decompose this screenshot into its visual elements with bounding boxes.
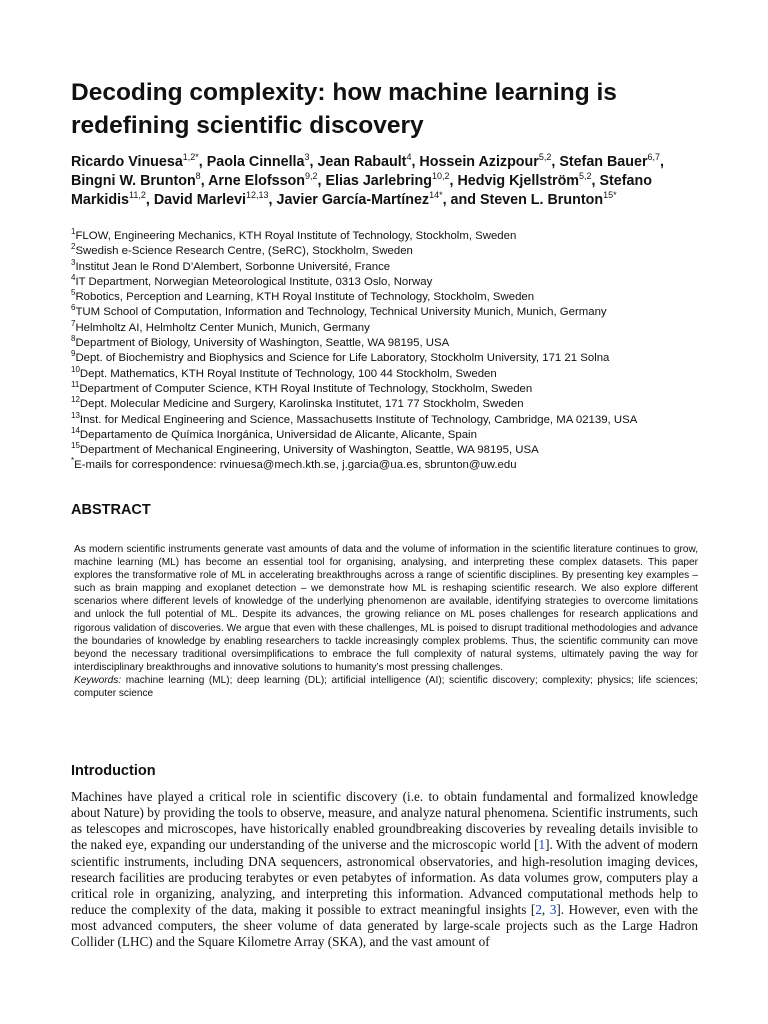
affiliation-text: Department of Mechanical Engineering, University of Washington, Seattle, WA 98195, USA [79,444,539,457]
author-separator: , [317,173,326,189]
author-name: Hossein Azizpour [419,154,539,170]
author-affiliation-marker: 6,7 [647,152,661,163]
affiliation-number: 3 [71,257,76,267]
affiliation-item [71,229,711,244]
introduction-body [71,789,698,951]
affiliation-text: TUM School of Computation, Information and Technology, Technical University Munich, Munich, Germany [75,306,607,319]
affiliation-number: 7 [71,318,76,328]
affiliation-item [71,275,711,290]
affiliation-number: 1 [71,227,76,237]
keywords-line [74,674,698,700]
author-name: Ricardo Vinuesa [71,154,183,170]
author-affiliation-marker: 15* [603,190,617,201]
author-separator: , [591,173,600,189]
introduction-heading: Introduction [71,763,156,779]
affiliation-item [71,443,711,458]
intro-text-2: ]. With the advent of modern scientific instruments, including DNA sequencers, astronomical observatories, and high-resolution imaging devices, research facilities are producing terabytes or even petabytes of information. As data volumes grow, computers play a critical role in organizing, analyzing, and interpreting this information. Advanced computational methods help to reduce the complexity of the data, making it possible to extract meaningful insights [ [71,837,699,918]
affiliation-number: 2 [71,242,76,252]
affiliation-item [71,410,711,428]
author-name: Hedvig Kjellström [457,173,580,189]
author-separator: , [411,154,420,170]
affiliation-list [71,229,711,474]
paper-title: Decoding complexity: how machine learning is redefining scientific discovery [71,79,617,139]
author-separator: , [449,173,458,189]
intro-text-3: , [541,902,550,918]
citation-link[interactable]: 2 [535,902,542,918]
affiliation-number: 10 [71,364,80,374]
affiliation-text: Helmholtz AI, Helmholtz Center Munich, Munich, Germany [75,321,370,334]
affiliation-number: 14 [71,426,80,436]
affiliation-item [71,364,711,382]
affiliation-number: 5 [71,288,76,298]
author-affiliation-marker: 3 [304,152,310,163]
affiliation-text: Dept. Mathematics, KTH Royal Institute of Technology, 100 44 Stockholm, Sweden [79,367,497,380]
affiliation-text: Dept. of Biochemistry and Biophysics and Science for Life Laboratory, Stockholm University, 171 21 Solna [75,352,610,365]
affiliation-item [71,428,711,443]
affiliation-item [71,397,711,412]
abstract-block [74,543,698,700]
affiliation-text: E-mails for correspondence: rvinuesa@mech.kth.se, j.garcia@ua.es, sbrunton@uw.edu [74,459,517,472]
affiliation-number: 9 [71,349,76,359]
affiliation-number: * [71,456,75,466]
author-name: Paola Cinnella [206,154,305,170]
affiliation-item [71,244,711,259]
affiliation-text: Robotics, Perception and Learning, KTH Royal Institute of Technology, Stockholm, Sweden [75,291,535,304]
author-affiliation-marker: 8 [195,171,201,182]
intro-text-4: ]. However, even with the most advanced computers, the sheer volume of data generated by large-scale projects such as the Large Hadron Collider (LHC) and the Square Kilometre Array (SKA), and the vast amount of [71,902,699,950]
author-affiliation-marker: 12,13 [246,190,269,201]
author-list [71,153,701,210]
author-separator: , [660,154,665,170]
author-affiliation-marker: 5,2 [579,171,592,182]
affiliation-number: 15 [71,441,80,451]
affiliation-number: 11 [71,380,80,390]
affiliation-number: 13 [71,410,80,420]
affiliation-number: 6 [71,303,76,313]
author-separator: , and [442,192,480,208]
citation-link[interactable]: 3 [549,902,557,918]
author-name: Elias Jarlebring [325,173,432,189]
affiliation-text: Inst. for Medical Engineering and Science, Massachusetts Institute of Technology, Cambridge, MA 02139, USA [79,413,638,426]
affiliation-number: 12 [71,395,80,405]
author-name: Stefano Markidis [71,173,652,208]
affiliation-number: 4 [71,273,76,283]
abstract-text: As modern scientific instruments generate vast amounts of data and the volume of information in the scientific literature continues to grow, machine learning (ML) has become an essential tool for organising, analysing, and interpreting these complex datasets. This paper explores the transformative role of ML in accelerating breakthroughs across a range of scientific disciplines. By presenting key examples – such as brain mapping and exoplanet detection – we demonstrate how ML is reshaping scientific research. We also explore different scenarios where different levels of knowledge of the underlying phenomenon are available, identifying strategies to overcome limitations and unlock the full potential of ML. Despite its advances, the growing reliance on ML poses challenges for research applications and rigorous validation of discoveries. We argue that even with these challenges, ML is poised to disrupt traditional methodologies and advance the boundaries of knowledge by enabling researchers to tackle increasingly complex problems. Thus, the scientific community can move beyond the necessary traditional oversimplifications to embrace the full complexity of natural systems, ultimately paving the way for interdisciplinary breakthroughs and innovative solutions to humanity’s most pressing challenges. [74,544,698,673]
keywords-text: machine learning (ML); deep learning (DL); artificial intelligence (AI); scientific discovery; complexity; physics; life sciences; computer science [74,674,698,700]
author-name: Bingni W. Brunton [71,173,196,189]
affiliation-item [71,351,711,366]
affiliation-text: IT Department, Norwegian Meteorological Institute, 0313 Oslo, Norway [75,275,433,288]
author-separator: , [200,173,209,189]
affiliation-item [71,290,711,305]
affiliation-text: Institut Jean le Rond D’Alembert, Sorbonne Université, France [75,260,391,273]
affiliation-text: Dept. Molecular Medicine and Surgery, Karolinska Institutet, 171 77 Stockholm, Sweden [79,398,524,411]
affiliation-text: Department of Biology, University of Washington, Seattle, WA 98195, USA [75,337,450,350]
author-affiliation-marker: 10,2 [431,171,450,182]
affiliation-item [71,336,711,351]
author-affiliation-marker: 1,2* [182,152,199,163]
author-name: Javier García-Martínez [276,192,430,208]
author-separator: , [145,192,154,208]
affiliation-text: Swedish e-Science Research Centre, (SeRC), Stockholm, Sweden [75,245,413,258]
author-name: Stefan Bauer [559,154,648,170]
author-separator: , [198,154,207,170]
author-affiliation-marker: 14* [429,190,443,201]
author-affiliation-marker: 11,2 [129,190,146,201]
affiliation-item [71,318,711,336]
author-affiliation-marker: 9,2 [305,171,318,182]
keywords-label: Keywords: [74,674,122,686]
affiliation-item [71,382,711,397]
affiliation-item [71,458,711,473]
author-affiliation-marker: 4 [406,152,412,163]
citation-link[interactable]: 1 [538,837,546,853]
author-name: Jean Rabault [317,154,407,170]
affiliation-item [71,257,711,275]
author-name: David Marlevi [153,192,247,208]
abstract-heading: ABSTRACT [71,502,151,518]
author-separator: , [268,192,277,208]
author-separator: , [551,154,560,170]
intro-text-1: Machines have played a critical role in scientific discovery (i.e. to obtain fundamental and formalized knowledge about Nature) by providing the tools to observe, measure, and analyze natural phenomena. Scientific instruments, such as telescopes and microscopes, have historically enabled groundbreaking discoveries by revealing details invisible to the naked eye, expanding our understanding of the universe and the microscopic world [ [71,789,698,853]
introduction-paragraph [71,789,698,951]
author-affiliation-marker: 5,2 [538,152,552,163]
author-separator: , [309,154,318,170]
author-name: Steven L. Brunton [479,192,604,208]
affiliation-text: FLOW, Engineering Mechanics, KTH Royal Institute of Technology, Stockholm, Sweden [75,230,517,242]
affiliation-text: Departamento de Química Inorgánica, Universidad de Alicante, Alicante, Spain [79,428,477,441]
author-name: Arne Elofsson [208,173,306,189]
affiliation-item [71,305,711,320]
affiliation-number: 8 [71,334,76,344]
affiliation-text: Department of Computer Science, KTH Royal Institute of Technology, Stockholm, Sweden [79,382,533,395]
